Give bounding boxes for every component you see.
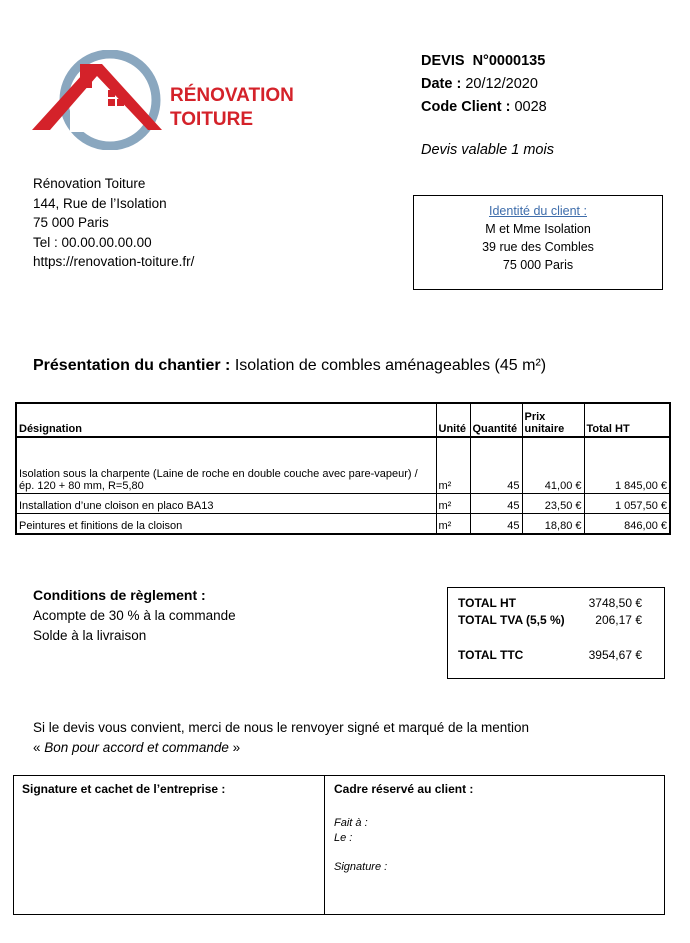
cell-unit-price: 23,50 € <box>522 494 584 514</box>
client-signature-label: Signature : <box>334 861 388 873</box>
total-ttc-label: TOTAL TTC <box>458 648 524 662</box>
header-designation: Désignation <box>16 403 436 437</box>
cell-unit: m² <box>436 514 470 535</box>
mention-line2: « Bon pour accord et commande » <box>33 740 241 755</box>
cell-unit: m² <box>436 494 470 514</box>
cell-unit: m² <box>436 437 470 494</box>
total-tva-label: TOTAL TVA (5,5 %) <box>458 613 565 627</box>
company-city: 75 000 Paris <box>33 215 109 230</box>
totals-box <box>447 587 665 679</box>
client-signature-title: Cadre réservé au client : <box>334 782 474 796</box>
cell-quantity: 45 <box>470 514 522 535</box>
header-unit-price: Prix unitaire <box>522 403 584 437</box>
client-box <box>413 195 663 290</box>
cell-designation: Peintures et finitions de la cloison <box>16 514 436 535</box>
cell-designation: Isolation sous la charpente (Laine de roche en double couche avec pare-vapeur) / ép. 120 + 80 mm, R=5,80 <box>16 437 436 494</box>
total-ttc-value: 3954,67 € <box>588 648 642 662</box>
logo-text-line2: TOITURE <box>170 109 254 130</box>
cell-unit-price: 41,00 € <box>522 437 584 494</box>
total-tva-row <box>458 613 642 627</box>
payment-title: Conditions de règlement : <box>33 587 206 603</box>
client-done-at: Fait à : <box>334 817 368 829</box>
table-row <box>16 437 670 494</box>
header-unit: Unité <box>436 403 470 437</box>
company-logo <box>30 50 310 150</box>
company-address: 144, Rue de l’Isolation <box>33 195 167 211</box>
payment-line1: Acompte de 30 % à la commande <box>33 608 236 623</box>
company-signature-box <box>14 776 325 914</box>
table-header-row <box>16 403 670 437</box>
site-label: Présentation du chantier : <box>33 357 231 374</box>
site-description: Isolation de combles aménageables (45 m²) <box>234 357 547 374</box>
header-quantity: Quantité <box>470 403 522 437</box>
client-address: 39 rue des Combles <box>482 240 594 254</box>
client-box-title: Identité du client : <box>489 204 587 218</box>
total-ht-label: TOTAL HT <box>458 596 516 610</box>
cell-designation: Installation d’une cloison en placo BA13 <box>16 494 436 514</box>
cell-quantity: 45 <box>470 437 522 494</box>
table-row <box>16 494 670 514</box>
acceptance-mention <box>33 718 529 758</box>
table-row <box>16 514 670 535</box>
quote-header <box>421 50 547 119</box>
cell-quantity: 45 <box>470 494 522 514</box>
company-name: Rénovation Toiture <box>33 176 146 191</box>
company-website: https://renovation-toiture.fr/ <box>33 254 195 269</box>
client-city: 75 000 Paris <box>502 258 574 272</box>
signature-area <box>13 775 665 915</box>
quote-validity: Devis valable 1 mois <box>421 142 554 158</box>
payment-line2: Solde à la livraison <box>33 628 147 643</box>
header-total: Total HT <box>584 403 670 437</box>
client-code: Code Client : 0028 <box>421 99 547 115</box>
quote-date: Date : 20/12/2020 <box>421 76 538 92</box>
client-date: Le : <box>334 832 353 844</box>
items-table <box>15 402 671 535</box>
quote-number: DEVIS N°0000135 <box>421 53 546 69</box>
company-phone: Tel : 00.00.00.00.00 <box>33 234 152 250</box>
payment-conditions <box>33 585 236 646</box>
cell-total: 1 057,50 € <box>584 494 670 514</box>
cell-total: 1 845,00 € <box>584 437 670 494</box>
company-signature-title: Signature et cachet de l’entreprise : <box>22 782 226 796</box>
logo-text-line1: RÉNOVATION <box>170 85 294 106</box>
company-info <box>33 174 194 272</box>
cell-total: 846,00 € <box>584 514 670 535</box>
total-ttc-row <box>458 648 642 662</box>
total-ht-value: 3748,50 € <box>588 596 642 610</box>
total-ht-row <box>458 596 642 610</box>
site-presentation <box>33 357 546 375</box>
cell-unit-price: 18,80 € <box>522 514 584 535</box>
total-tva-value: 206,17 € <box>595 613 642 627</box>
mention-line1: Si le devis vous convient, merci de nous le renvoyer signé et marqué de la mention <box>33 720 530 735</box>
client-name: M et Mme Isolation <box>485 222 591 236</box>
